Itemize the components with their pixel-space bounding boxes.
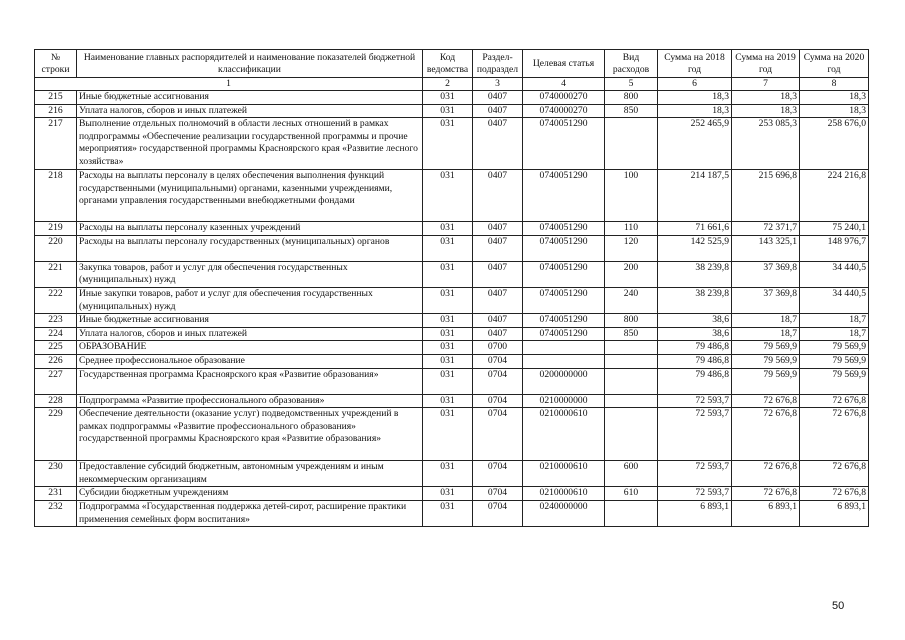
row-section-code: 0407 <box>473 261 523 287</box>
row-section-code: 0407 <box>473 327 523 341</box>
row-name: Расходы на выплаты персоналу казенных учреждений <box>77 222 423 236</box>
row-expense-type <box>605 500 658 526</box>
row-number: 219 <box>35 222 77 236</box>
row-section-code: 0407 <box>473 118 523 170</box>
row-dept-code: 031 <box>423 118 473 170</box>
table-row <box>35 327 869 341</box>
row-expense-type: 110 <box>605 222 658 236</box>
row-name: ОБРАЗОВАНИЕ <box>77 341 423 355</box>
row-number: 218 <box>35 170 77 222</box>
row-sum-2020: 18,7 <box>800 327 869 341</box>
table-row <box>35 461 869 487</box>
table-row <box>35 500 869 526</box>
row-sum-2019: 72 676,8 <box>732 461 800 487</box>
row-sum-2018: 79 486,8 <box>658 354 732 368</box>
row-dept-code: 031 <box>423 500 473 526</box>
row-name: Иные закупки товаров, работ и услуг для обеспечения государственных (муниципальных) нужд <box>77 287 423 313</box>
row-sum-2019: 215 696,8 <box>732 170 800 222</box>
row-sum-2020: 72 676,8 <box>800 394 869 408</box>
row-expense-type <box>605 394 658 408</box>
row-name: Предоставление субсидий бюджетным, автономным учреждениям и иным некоммерческим организациям <box>77 461 423 487</box>
row-sum-2019: 72 676,8 <box>732 487 800 501</box>
row-target-code: 0200000000 <box>523 368 605 394</box>
column-number: 4 <box>523 78 605 91</box>
row-name: Иные бюджетные ассигнования <box>77 314 423 328</box>
row-name: Уплата налогов, сборов и иных платежей <box>77 327 423 341</box>
row-sum-2020: 224 216,8 <box>800 170 869 222</box>
row-sum-2018: 38,6 <box>658 314 732 328</box>
column-number: 7 <box>732 78 800 91</box>
row-dept-code: 031 <box>423 461 473 487</box>
row-sum-2019: 37 369,8 <box>732 287 800 313</box>
row-target-code: 0740051290 <box>523 287 605 313</box>
row-expense-type: 200 <box>605 261 658 287</box>
row-sum-2020: 79 569,9 <box>800 354 869 368</box>
row-expense-type: 600 <box>605 461 658 487</box>
row-sum-2019: 18,3 <box>732 104 800 118</box>
row-name: Среднее профессиональное образование <box>77 354 423 368</box>
table-row <box>35 91 869 105</box>
column-number: 5 <box>605 78 658 91</box>
column-number: 3 <box>473 78 523 91</box>
row-sum-2020: 75 240,1 <box>800 222 869 236</box>
row-name: Обеспечение деятельности (оказание услуг) подведомственных учреждений в рамках подпрограммы «Развитие профессионального образования» государственной программы Красноярского края «Развитие образования» <box>77 408 423 461</box>
row-number: 223 <box>35 314 77 328</box>
row-sum-2019: 79 569,9 <box>732 341 800 355</box>
row-sum-2018: 38,6 <box>658 327 732 341</box>
row-expense-type: 100 <box>605 170 658 222</box>
row-sum-2019: 143 325,1 <box>732 235 800 261</box>
col-header-num: № строки <box>35 50 77 78</box>
row-section-code: 0704 <box>473 487 523 501</box>
row-number: 222 <box>35 287 77 313</box>
row-sum-2020: 79 569,9 <box>800 341 869 355</box>
row-sum-2020: 72 676,8 <box>800 461 869 487</box>
row-target-code: 0210000610 <box>523 461 605 487</box>
row-sum-2020: 72 676,8 <box>800 487 869 501</box>
row-sum-2020: 6 893,1 <box>800 500 869 526</box>
row-number: 226 <box>35 354 77 368</box>
row-section-code: 0704 <box>473 354 523 368</box>
table-row <box>35 170 869 222</box>
table-row <box>35 261 869 287</box>
row-sum-2020: 34 440,5 <box>800 261 869 287</box>
row-sum-2018: 18,3 <box>658 91 732 105</box>
row-sum-2020: 148 976,7 <box>800 235 869 261</box>
col-header-name: Наименование главных распорядителей и наименование показателей бюджетной классификации <box>77 50 423 78</box>
row-name: Расходы на выплаты персоналу в целях обеспечения выполнения функций государственными (муниципальными) органами, казенными учреждениями, органами управления государственными внебюджетными фондами <box>77 170 423 222</box>
row-sum-2018: 71 661,6 <box>658 222 732 236</box>
row-number: 230 <box>35 461 77 487</box>
row-section-code: 0704 <box>473 500 523 526</box>
row-name: Выполнение отдельных полномочий в области лесных отношений в рамках подпрограммы «Обеспечение реализации государственной программы и прочие мероприятия» государственной программы Красноярского края «Развитие лесного хозяйства» <box>77 118 423 170</box>
page-number: 50 <box>832 600 845 612</box>
column-number: 8 <box>800 78 869 91</box>
row-number: 216 <box>35 104 77 118</box>
row-sum-2018: 38 239,8 <box>658 261 732 287</box>
row-number: 217 <box>35 118 77 170</box>
col-header-type: Вид расходов <box>605 50 658 78</box>
col-header-target: Целевая статья <box>523 50 605 78</box>
row-sum-2018: 6 893,1 <box>658 500 732 526</box>
row-expense-type: 800 <box>605 314 658 328</box>
table-row <box>35 408 869 461</box>
row-sum-2019: 79 569,9 <box>732 368 800 394</box>
row-sum-2019: 18,7 <box>732 314 800 328</box>
row-target-code <box>523 354 605 368</box>
table-row <box>35 354 869 368</box>
row-expense-type: 850 <box>605 327 658 341</box>
row-expense-type: 610 <box>605 487 658 501</box>
col-header-sum2018: Сумма на 2018 год <box>658 50 732 78</box>
row-number: 225 <box>35 341 77 355</box>
row-number: 232 <box>35 500 77 526</box>
table-row <box>35 287 869 313</box>
column-number: 6 <box>658 78 732 91</box>
row-section-code: 0407 <box>473 104 523 118</box>
row-dept-code: 031 <box>423 354 473 368</box>
row-dept-code: 031 <box>423 222 473 236</box>
row-name: Подпрограмма «Государственная поддержка детей-сирот, расширение практики применения семейных форм воспитания» <box>77 500 423 526</box>
row-section-code: 0407 <box>473 91 523 105</box>
table-row <box>35 394 869 408</box>
row-target-code: 0210000000 <box>523 394 605 408</box>
row-sum-2018: 214 187,5 <box>658 170 732 222</box>
row-sum-2020: 18,7 <box>800 314 869 328</box>
row-dept-code: 031 <box>423 261 473 287</box>
col-header-dept: Код ведомства <box>423 50 473 78</box>
row-target-code: 0740051290 <box>523 235 605 261</box>
row-section-code: 0407 <box>473 222 523 236</box>
row-number: 220 <box>35 235 77 261</box>
row-number: 231 <box>35 487 77 501</box>
row-section-code: 0407 <box>473 235 523 261</box>
row-sum-2019: 37 369,8 <box>732 261 800 287</box>
column-number: 1 <box>35 78 423 91</box>
table-row <box>35 104 869 118</box>
row-expense-type <box>605 408 658 461</box>
row-name: Иные бюджетные ассигнования <box>77 91 423 105</box>
row-dept-code: 031 <box>423 327 473 341</box>
row-dept-code: 031 <box>423 394 473 408</box>
table-row <box>35 235 869 261</box>
row-section-code: 0704 <box>473 394 523 408</box>
row-target-code: 0740000270 <box>523 91 605 105</box>
row-section-code: 0407 <box>473 170 523 222</box>
row-sum-2018: 72 593,7 <box>658 487 732 501</box>
row-sum-2019: 6 893,1 <box>732 500 800 526</box>
row-sum-2019: 72 676,8 <box>732 394 800 408</box>
row-name: Субсидии бюджетным учреждениям <box>77 487 423 501</box>
row-name: Подпрограмма «Развитие профессионального образования» <box>77 394 423 408</box>
row-number: 215 <box>35 91 77 105</box>
row-sum-2019: 18,7 <box>732 327 800 341</box>
table-row <box>35 118 869 170</box>
row-target-code: 0240000000 <box>523 500 605 526</box>
row-sum-2018: 38 239,8 <box>658 287 732 313</box>
budget-table <box>34 49 869 527</box>
row-target-code: 0740051290 <box>523 118 605 170</box>
row-dept-code: 031 <box>423 170 473 222</box>
row-section-code: 0704 <box>473 461 523 487</box>
row-name: Уплата налогов, сборов и иных платежей <box>77 104 423 118</box>
row-dept-code: 031 <box>423 91 473 105</box>
table-row <box>35 341 869 355</box>
row-name: Закупка товаров, работ и услуг для обеспечения государственных (муниципальных) нужд <box>77 261 423 287</box>
row-section-code: 0700 <box>473 341 523 355</box>
row-dept-code: 031 <box>423 408 473 461</box>
row-target-code: 0740051290 <box>523 327 605 341</box>
row-dept-code: 031 <box>423 235 473 261</box>
row-sum-2019: 18,3 <box>732 91 800 105</box>
row-section-code: 0407 <box>473 314 523 328</box>
row-sum-2020: 258 676,0 <box>800 118 869 170</box>
row-sum-2018: 72 593,7 <box>658 394 732 408</box>
row-dept-code: 031 <box>423 287 473 313</box>
row-expense-type <box>605 354 658 368</box>
row-sum-2020: 18,3 <box>800 104 869 118</box>
row-sum-2020: 18,3 <box>800 91 869 105</box>
row-sum-2018: 72 593,7 <box>658 461 732 487</box>
row-expense-type: 240 <box>605 287 658 313</box>
row-dept-code: 031 <box>423 314 473 328</box>
column-number-row <box>35 78 869 91</box>
row-dept-code: 031 <box>423 368 473 394</box>
row-expense-type: 120 <box>605 235 658 261</box>
table-row <box>35 368 869 394</box>
table-row <box>35 314 869 328</box>
col-header-section: Раздел-подраздел <box>473 50 523 78</box>
row-target-code: 0740051290 <box>523 314 605 328</box>
row-sum-2018: 79 486,8 <box>658 368 732 394</box>
row-number: 228 <box>35 394 77 408</box>
row-name: Расходы на выплаты персоналу государственных (муниципальных) органов <box>77 235 423 261</box>
row-dept-code: 031 <box>423 104 473 118</box>
row-sum-2020: 79 569,9 <box>800 368 869 394</box>
table-header-row <box>35 50 869 78</box>
row-section-code: 0407 <box>473 287 523 313</box>
table-body <box>35 91 869 527</box>
row-number: 227 <box>35 368 77 394</box>
column-number: 2 <box>423 78 473 91</box>
table-row <box>35 222 869 236</box>
row-expense-type: 850 <box>605 104 658 118</box>
row-target-code <box>523 341 605 355</box>
row-target-code: 0210000610 <box>523 408 605 461</box>
row-sum-2020: 72 676,8 <box>800 408 869 461</box>
row-target-code: 0210000610 <box>523 487 605 501</box>
row-sum-2020: 34 440,5 <box>800 287 869 313</box>
col-header-sum2020: Сумма на 2020 год <box>800 50 869 78</box>
row-sum-2019: 72 676,8 <box>732 408 800 461</box>
row-sum-2019: 72 371,7 <box>732 222 800 236</box>
row-target-code: 0740000270 <box>523 104 605 118</box>
row-sum-2018: 18,3 <box>658 104 732 118</box>
row-number: 224 <box>35 327 77 341</box>
row-number: 229 <box>35 408 77 461</box>
row-section-code: 0704 <box>473 368 523 394</box>
row-section-code: 0704 <box>473 408 523 461</box>
row-target-code: 0740051290 <box>523 170 605 222</box>
table-row <box>35 487 869 501</box>
row-sum-2018: 79 486,8 <box>658 341 732 355</box>
row-target-code: 0740051290 <box>523 261 605 287</box>
row-target-code: 0740051290 <box>523 222 605 236</box>
col-header-sum2019: Сумма на 2019 год <box>732 50 800 78</box>
row-sum-2019: 253 085,3 <box>732 118 800 170</box>
row-expense-type <box>605 341 658 355</box>
row-sum-2018: 142 525,9 <box>658 235 732 261</box>
row-expense-type <box>605 118 658 170</box>
row-sum-2018: 252 465,9 <box>658 118 732 170</box>
row-expense-type <box>605 368 658 394</box>
row-dept-code: 031 <box>423 341 473 355</box>
row-sum-2019: 79 569,9 <box>732 354 800 368</box>
row-number: 221 <box>35 261 77 287</box>
row-expense-type: 800 <box>605 91 658 105</box>
row-dept-code: 031 <box>423 487 473 501</box>
row-sum-2018: 72 593,7 <box>658 408 732 461</box>
row-name: Государственная программа Красноярского края «Развитие образования» <box>77 368 423 394</box>
